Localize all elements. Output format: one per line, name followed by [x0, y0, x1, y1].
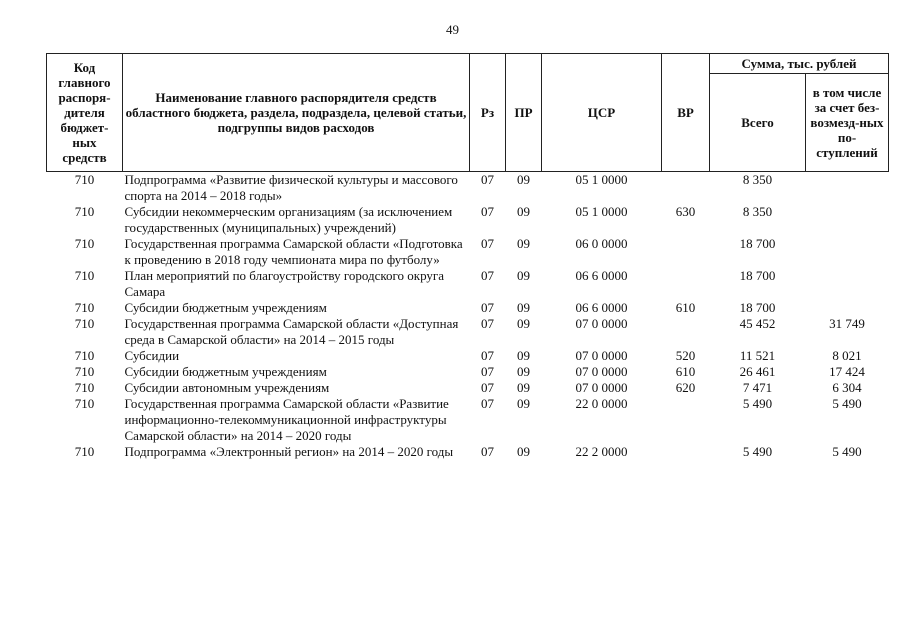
table-row: [47, 444, 889, 460]
table-row: [47, 316, 889, 348]
row-total: 45 452: [739, 316, 776, 331]
row-name: Государственная программа Самарской области «Подготовка к проведению в 2018 году чемпионата мира по футболу»: [124, 236, 463, 267]
row-name: Субсидии бюджетным учреждениям: [124, 364, 327, 379]
row-name: Субсидии бюджетным учреждениям: [124, 300, 327, 315]
header-total: Всего: [710, 74, 806, 172]
table-row: [47, 380, 889, 396]
row-free: 5 490: [832, 396, 862, 411]
row-free: [806, 172, 889, 205]
header-csr: ЦСР: [542, 54, 662, 172]
table-body: [47, 172, 889, 461]
header-name: Наименование главного распорядителя средств областного бюджета, раздела, подраздела, целевой статьи, подгруппы видов расходов: [123, 54, 470, 172]
header-rz: Рз: [470, 54, 506, 172]
row-vr: [662, 172, 710, 205]
table-row: [47, 364, 889, 380]
row-rz: 07: [481, 380, 494, 395]
row-total: 7 471: [742, 380, 773, 395]
row-csr: 07 0 0000: [575, 316, 628, 331]
row-rz: 07: [481, 204, 494, 219]
header-vr: ВР: [662, 54, 710, 172]
table-row: [47, 396, 889, 444]
row-free: [806, 236, 889, 268]
table-row: [47, 172, 889, 205]
row-pr: 09: [517, 172, 530, 187]
row-total: 5 490: [742, 396, 773, 411]
row-code: 710: [74, 380, 95, 395]
row-code: 710: [74, 396, 95, 411]
row-pr: 09: [517, 300, 530, 315]
row-vr: [662, 396, 710, 444]
row-total: 18 700: [739, 300, 776, 315]
row-free: 8 021: [832, 348, 862, 363]
row-code: 710: [74, 236, 95, 251]
row-total: 26 461: [739, 364, 776, 379]
row-code: 710: [74, 268, 95, 283]
row-rz: 07: [481, 444, 494, 459]
row-name: Субсидии: [124, 348, 180, 363]
row-rz: 07: [481, 396, 494, 411]
row-free: 17 424: [829, 364, 865, 379]
row-pr: 09: [517, 204, 530, 219]
row-code: 710: [74, 204, 95, 219]
row-csr: 07 0 0000: [575, 380, 628, 395]
row-free: 31 749: [829, 316, 865, 331]
row-rz: 07: [481, 236, 494, 251]
table-row: [47, 204, 889, 236]
row-pr: 09: [517, 380, 530, 395]
row-rz: 07: [481, 364, 494, 379]
row-code: 710: [74, 316, 95, 331]
row-pr: 09: [517, 316, 530, 331]
budget-table: [46, 53, 889, 460]
row-total: 11 521: [739, 348, 776, 363]
row-name: Подпрограмма «Развитие физической культуры и массового спорта на 2014 – 2018 годы»: [124, 172, 458, 203]
row-csr: 07 0 0000: [575, 348, 628, 363]
row-rz: 07: [481, 300, 494, 315]
table-row: [47, 348, 889, 364]
row-name: Подпрограмма «Электронный регион» на 2014 – 2020 годы: [124, 444, 454, 459]
row-rz: 07: [481, 172, 494, 187]
row-csr: 07 0 0000: [575, 364, 628, 379]
row-pr: 09: [517, 364, 530, 379]
header-pr: ПР: [506, 54, 542, 172]
row-free: 6 304: [832, 380, 862, 395]
row-name: Субсидии автономным учреждениям: [124, 380, 330, 395]
page-number: 49: [446, 22, 459, 37]
row-free: [806, 268, 889, 300]
row-name: Государственная программа Самарской области «Доступная среда в Самарской области» на 2014 – 2015 годы: [124, 316, 459, 347]
row-pr: 09: [517, 236, 530, 251]
row-csr: 06 0 0000: [575, 236, 628, 251]
row-code: 710: [74, 300, 95, 315]
row-vr: 630: [675, 204, 696, 219]
row-vr: [662, 444, 710, 460]
row-rz: 07: [481, 348, 494, 363]
row-name: Государственная программа Самарской области «Развитие информационно-телекоммуникационной инфраструктуры Самарской области» на 2014 – 2020 годы: [124, 396, 449, 443]
table-row: [47, 300, 889, 316]
row-code: 710: [74, 172, 95, 187]
row-rz: 07: [481, 316, 494, 331]
table-row: [47, 236, 889, 268]
row-csr: 22 0 0000: [575, 396, 628, 411]
row-vr: [662, 236, 710, 268]
row-pr: 09: [517, 396, 530, 411]
row-total: 8 350: [742, 172, 773, 187]
row-vr: 610: [675, 300, 696, 315]
header-code: Код главного распоря-дителя бюджет-ных средств: [47, 54, 123, 172]
header-free: в том числе за счет без-возмезд-ных по-ступлений: [806, 74, 889, 172]
row-code: 710: [74, 364, 95, 379]
row-vr: 620: [675, 380, 696, 395]
row-code: 710: [74, 348, 95, 363]
row-vr: 520: [675, 348, 696, 363]
row-vr: 610: [675, 364, 696, 379]
row-vr: [662, 268, 710, 300]
row-free: [806, 204, 889, 236]
row-csr: 06 6 0000: [575, 268, 628, 283]
row-total: 18 700: [739, 236, 776, 251]
row-name: План мероприятий по благоустройству городского округа Самара: [124, 268, 444, 299]
header-sum-group: Сумма, тыс. рублей: [710, 54, 889, 74]
row-csr: 05 1 0000: [575, 204, 628, 219]
row-pr: 09: [517, 268, 530, 283]
row-csr: 22 2 0000: [575, 444, 628, 459]
row-pr: 09: [517, 444, 530, 459]
row-free: 5 490: [832, 444, 862, 459]
table-row: [47, 268, 889, 300]
row-pr: 09: [517, 348, 530, 363]
row-total: 18 700: [739, 268, 776, 283]
row-total: 8 350: [742, 204, 773, 219]
row-total: 5 490: [742, 444, 773, 459]
row-csr: 05 1 0000: [575, 172, 628, 187]
row-csr: 06 6 0000: [575, 300, 628, 315]
row-free: [806, 300, 889, 316]
row-name: Субсидии некоммерческим организациям (за исключением государственных (муниципальных) учреждений): [124, 204, 453, 235]
row-rz: 07: [481, 268, 494, 283]
row-code: 710: [74, 444, 95, 459]
row-vr: [662, 316, 710, 348]
